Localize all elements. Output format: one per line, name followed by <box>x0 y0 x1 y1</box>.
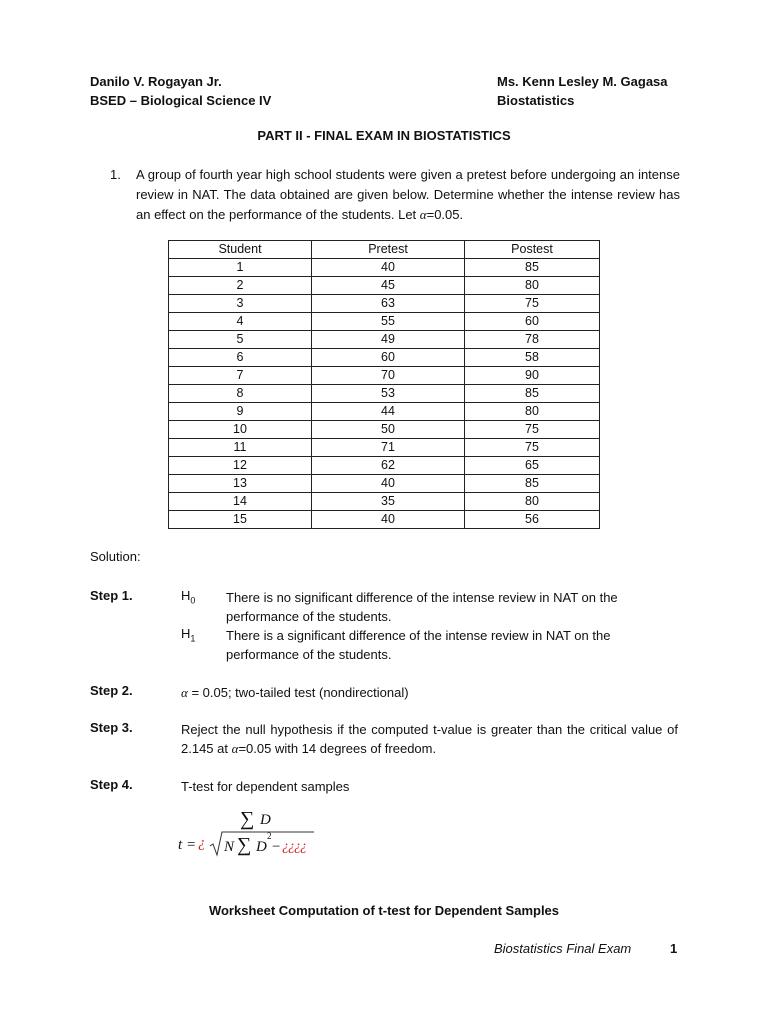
h0-text: There is no significant difference of the intense review in NAT on the performance of the students. <box>226 590 618 624</box>
step4-text: T-test for dependent samples <box>181 779 350 794</box>
table-row <box>169 385 600 403</box>
table-row <box>169 295 600 313</box>
question-text <box>136 165 680 225</box>
page-number: 1 <box>670 941 678 956</box>
footer-label: Biostatistics Final Exam <box>494 941 632 956</box>
cell-pretest: 44 <box>312 403 465 421</box>
cell-student: 3 <box>169 295 312 313</box>
table-row <box>169 259 600 277</box>
cell-student: 4 <box>169 313 312 331</box>
step1-label: Step 1. <box>90 588 133 603</box>
h0-subscript: 0 <box>190 595 196 606</box>
worksheet-title: Worksheet Computation of t-test for Dependent Samples <box>208 903 560 918</box>
column-header-postest: Postest <box>465 241 600 259</box>
cell-pretest: 40 <box>312 511 465 529</box>
cell-student: 6 <box>169 349 312 367</box>
author-course: BSED – Biological Science IV <box>90 93 272 108</box>
step3-alpha: α <box>231 741 239 756</box>
table-header-row <box>169 241 600 259</box>
cell-postest: 78 <box>465 331 600 349</box>
step2-text <box>181 683 678 702</box>
table-row <box>169 349 600 367</box>
cell-pretest: 45 <box>312 277 465 295</box>
h1-subscript: 1 <box>190 633 196 644</box>
step4-label: Step 4. <box>90 777 133 792</box>
cell-pretest: 70 <box>312 367 465 385</box>
subject-name: Biostatistics <box>497 93 575 108</box>
cell-student: 7 <box>169 367 312 385</box>
cell-student: 10 <box>169 421 312 439</box>
formula-t: t <box>178 837 183 853</box>
solution-label: Solution: <box>90 549 141 564</box>
table-row <box>169 331 600 349</box>
table-row <box>169 511 600 529</box>
column-header-student: Student <box>169 241 312 259</box>
cell-student: 15 <box>169 511 312 529</box>
question-number: 1. <box>110 167 121 182</box>
alpha-value: =0.05. <box>426 207 464 222</box>
step3-text <box>181 720 678 758</box>
numerator-sum-symbol: ∑ <box>240 808 255 830</box>
squared-exponent: 2 <box>267 831 272 841</box>
cell-postest: 80 <box>465 277 600 295</box>
denominator-sum-symbol: ∑ <box>237 834 252 856</box>
step3-body-b: =0.05 with 14 degrees of freedom. <box>238 741 437 756</box>
table-row <box>169 367 600 385</box>
cell-student: 14 <box>169 493 312 511</box>
cell-postest: 85 <box>465 475 600 493</box>
cell-postest: 90 <box>465 367 600 385</box>
cell-postest: 80 <box>465 493 600 511</box>
cell-pretest: 55 <box>312 313 465 331</box>
column-header-pretest: Pretest <box>312 241 465 259</box>
t-test-formula <box>178 808 328 868</box>
cell-pretest: 62 <box>312 457 465 475</box>
cell-postest: 75 <box>465 421 600 439</box>
cell-postest: 75 <box>465 439 600 457</box>
formula-tail-glyphs: ¿¿¿¿ <box>282 839 306 854</box>
table-row <box>169 439 600 457</box>
score-table <box>168 240 600 529</box>
cell-postest: 60 <box>465 313 600 331</box>
cell-postest: 85 <box>465 385 600 403</box>
cell-pretest: 49 <box>312 331 465 349</box>
cell-pretest: 71 <box>312 439 465 457</box>
step2-label: Step 2. <box>90 683 133 698</box>
cell-student: 9 <box>169 403 312 421</box>
table-row <box>169 475 600 493</box>
cell-student: 2 <box>169 277 312 295</box>
instructor-name: Ms. Kenn Lesley M. Gagasa <box>497 74 668 89</box>
alpha-symbol: α <box>419 207 427 222</box>
denominator-d: D <box>256 839 267 855</box>
step2-alpha: α <box>181 685 188 700</box>
numerator-d: D <box>260 812 271 828</box>
cell-student: 1 <box>169 259 312 277</box>
formula-equals: = <box>187 837 196 853</box>
cell-student: 11 <box>169 439 312 457</box>
cell-postest: 65 <box>465 457 600 475</box>
author-name: Danilo V. Rogayan Jr. <box>90 74 222 89</box>
cell-pretest: 50 <box>312 421 465 439</box>
cell-pretest: 40 <box>312 259 465 277</box>
denominator-n: N <box>224 839 235 855</box>
h1-label <box>181 626 195 644</box>
table-row <box>169 493 600 511</box>
formula-minus: − <box>272 839 281 855</box>
cell-student: 8 <box>169 385 312 403</box>
table-row <box>169 313 600 331</box>
table-row <box>169 457 600 475</box>
table-row <box>169 403 600 421</box>
cell-postest: 75 <box>465 295 600 313</box>
cell-postest: 85 <box>465 259 600 277</box>
cell-student: 13 <box>169 475 312 493</box>
cell-student: 5 <box>169 331 312 349</box>
question-body: A group of fourth year high school students were given a pretest before undergoing an intense review in NAT. The data obtained are given below. Determine whether the intense review has an effect on the performance of the students. Let <box>136 167 680 222</box>
h0-label <box>181 588 195 606</box>
cell-pretest: 60 <box>312 349 465 367</box>
table-row <box>169 277 600 295</box>
h1-letter: H <box>181 626 191 641</box>
step3-label: Step 3. <box>90 720 133 735</box>
cell-pretest: 40 <box>312 475 465 493</box>
cell-pretest: 63 <box>312 295 465 313</box>
step3-body-a: Reject the null hypothesis if the computed t-value is greater than the critical value of 2.145 at <box>181 722 678 756</box>
cell-student: 12 <box>169 457 312 475</box>
step2-body: = 0.05; two-tailed test (nondirectional) <box>187 685 409 700</box>
h0-letter: H <box>181 588 191 603</box>
question-1 <box>110 165 680 225</box>
cell-pretest: 35 <box>312 493 465 511</box>
h1-text: There is a significant difference of the intense review in NAT on the performance of the students. <box>226 628 611 662</box>
cell-pretest: 53 <box>312 385 465 403</box>
formula-glyph: ¿ <box>198 835 206 851</box>
page-title: PART II - FINAL EXAM IN BIOSTATISTICS <box>257 128 511 143</box>
cell-postest: 58 <box>465 349 600 367</box>
table-row <box>169 421 600 439</box>
cell-postest: 56 <box>465 511 600 529</box>
cell-postest: 80 <box>465 403 600 421</box>
